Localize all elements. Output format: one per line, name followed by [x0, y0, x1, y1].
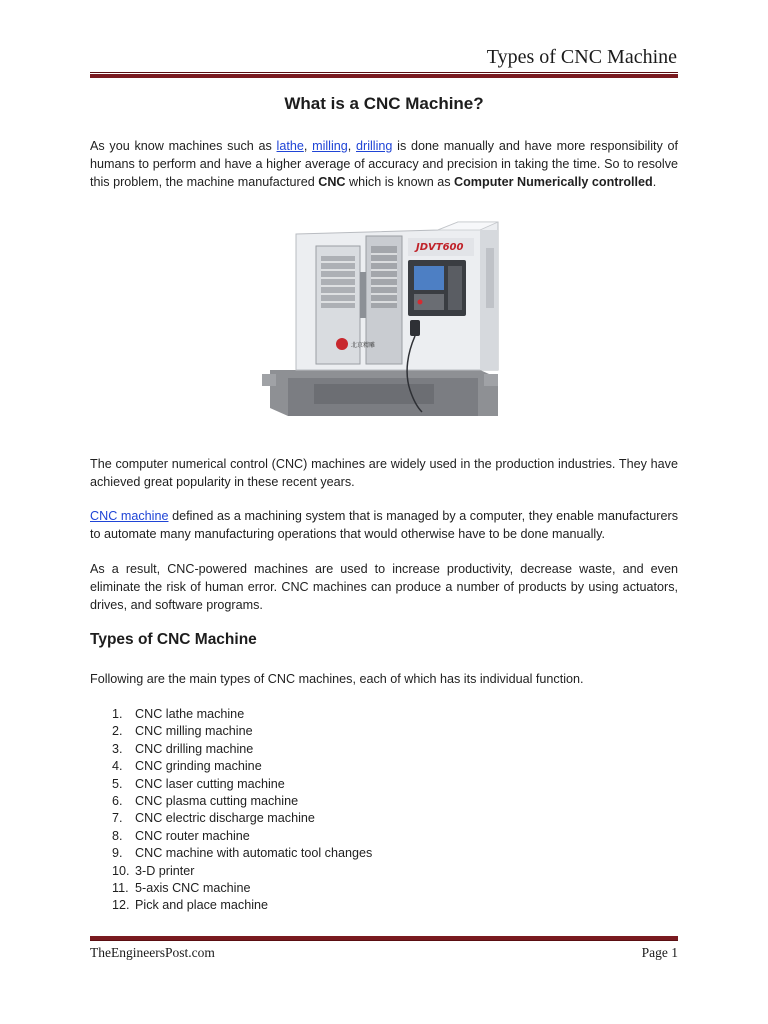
- list-item-label: CNC grinding machine: [135, 759, 262, 774]
- list-item-number: 2.: [112, 724, 123, 739]
- list-item: [90, 828, 372, 845]
- footer-rule: [90, 935, 678, 941]
- list-item-label: 5-axis CNC machine: [135, 880, 251, 895]
- list-item-label: CNC router machine: [135, 828, 250, 843]
- list-item: [90, 723, 372, 740]
- svg-text:JDVT600: JDVT600: [416, 242, 464, 253]
- section-heading: Types of CNC Machine: [90, 631, 257, 648]
- cnc-machine-image: [258, 212, 510, 428]
- intro-paragraph: As you know machines such as lathe, milling, drilling is done manually and have more responsibility of humans to perform and have a higher average of accuracy and precision in taking the time. So to resolve this problem, the machine manufactured CNC which is known as Computer Numerically controlled.: [90, 139, 679, 189]
- list-item-label: CNC machine with automatic tool changes: [135, 846, 373, 861]
- list-item-label: CNC plasma cutting machine: [135, 793, 299, 808]
- section-intro: Following are the main types of CNC machines, each of which has its individual function.: [90, 672, 584, 686]
- list-item-number: 7.: [112, 811, 123, 826]
- list-item: [90, 845, 372, 862]
- list-item-label: CNC drilling machine: [135, 741, 254, 756]
- list-item: [90, 706, 372, 723]
- milling-link[interactable]: milling: [312, 139, 348, 153]
- list-item-label: Pick and place machine: [135, 898, 269, 913]
- header-title: Types of CNC Machine: [486, 46, 677, 68]
- list-item: [90, 897, 372, 914]
- footer-page-number: Page 1: [641, 945, 678, 960]
- svg-text:北京精雕: 北京精雕: [351, 342, 376, 349]
- list-item-number: 3.: [112, 741, 123, 756]
- list-item-number: 6.: [112, 793, 123, 808]
- list-item-number: 1.: [112, 707, 123, 721]
- list-item-label: CNC lathe machine: [135, 707, 245, 721]
- list-item-number: 10.: [112, 863, 130, 878]
- list-item-number: 9.: [112, 846, 123, 861]
- list-item: [90, 776, 372, 793]
- cnc-machine-link[interactable]: CNC machine: [90, 509, 169, 523]
- list-item-label: CNC electric discharge machine: [135, 811, 315, 826]
- list-item-label: 3-D printer: [135, 863, 195, 878]
- list-item-number: 4.: [112, 759, 123, 774]
- list-item-number: 12.: [112, 898, 130, 913]
- lathe-link[interactable]: lathe: [276, 139, 304, 153]
- footer-site: TheEngineersPost.com: [90, 945, 215, 960]
- benefits-paragraph: As a result, CNC-powered machines are used to increase productivity, decrease waste, and even eliminate the risk of human error. CNC machines can produce a number of products by using actuators, drives, and software programs.: [90, 562, 678, 612]
- usage-paragraph: The computer numerical control (CNC) machines are widely used in the production industries. They have achieved great popularity in these recent years.: [90, 457, 678, 489]
- list-item: [90, 863, 372, 880]
- list-item-number: 5.: [112, 776, 123, 791]
- header-rule: [90, 72, 678, 78]
- list-item: [90, 880, 372, 897]
- drilling-link[interactable]: drilling: [356, 139, 393, 153]
- definition-paragraph: CNC machine defined as a machining system that is managed by a computer, they enable manufacturers to automate many manufacturing operations that would otherwise have to be done manually.: [90, 509, 679, 541]
- list-item-number: 8.: [112, 828, 123, 843]
- list-item: [90, 810, 372, 827]
- cnc-bold: CNC: [318, 175, 346, 189]
- list-item-label: CNC laser cutting machine: [135, 776, 285, 791]
- page-heading: What is a CNC Machine?: [284, 94, 484, 113]
- types-list: [90, 706, 372, 915]
- list-item: [90, 793, 372, 810]
- list-item-number: 11.: [112, 880, 129, 895]
- list-item-label: CNC milling machine: [135, 724, 253, 739]
- cnc-fullform-bold: Computer Numerically controlled: [454, 175, 653, 189]
- list-item: [90, 741, 372, 758]
- list-item: [90, 758, 372, 775]
- brand-logo: [336, 338, 348, 350]
